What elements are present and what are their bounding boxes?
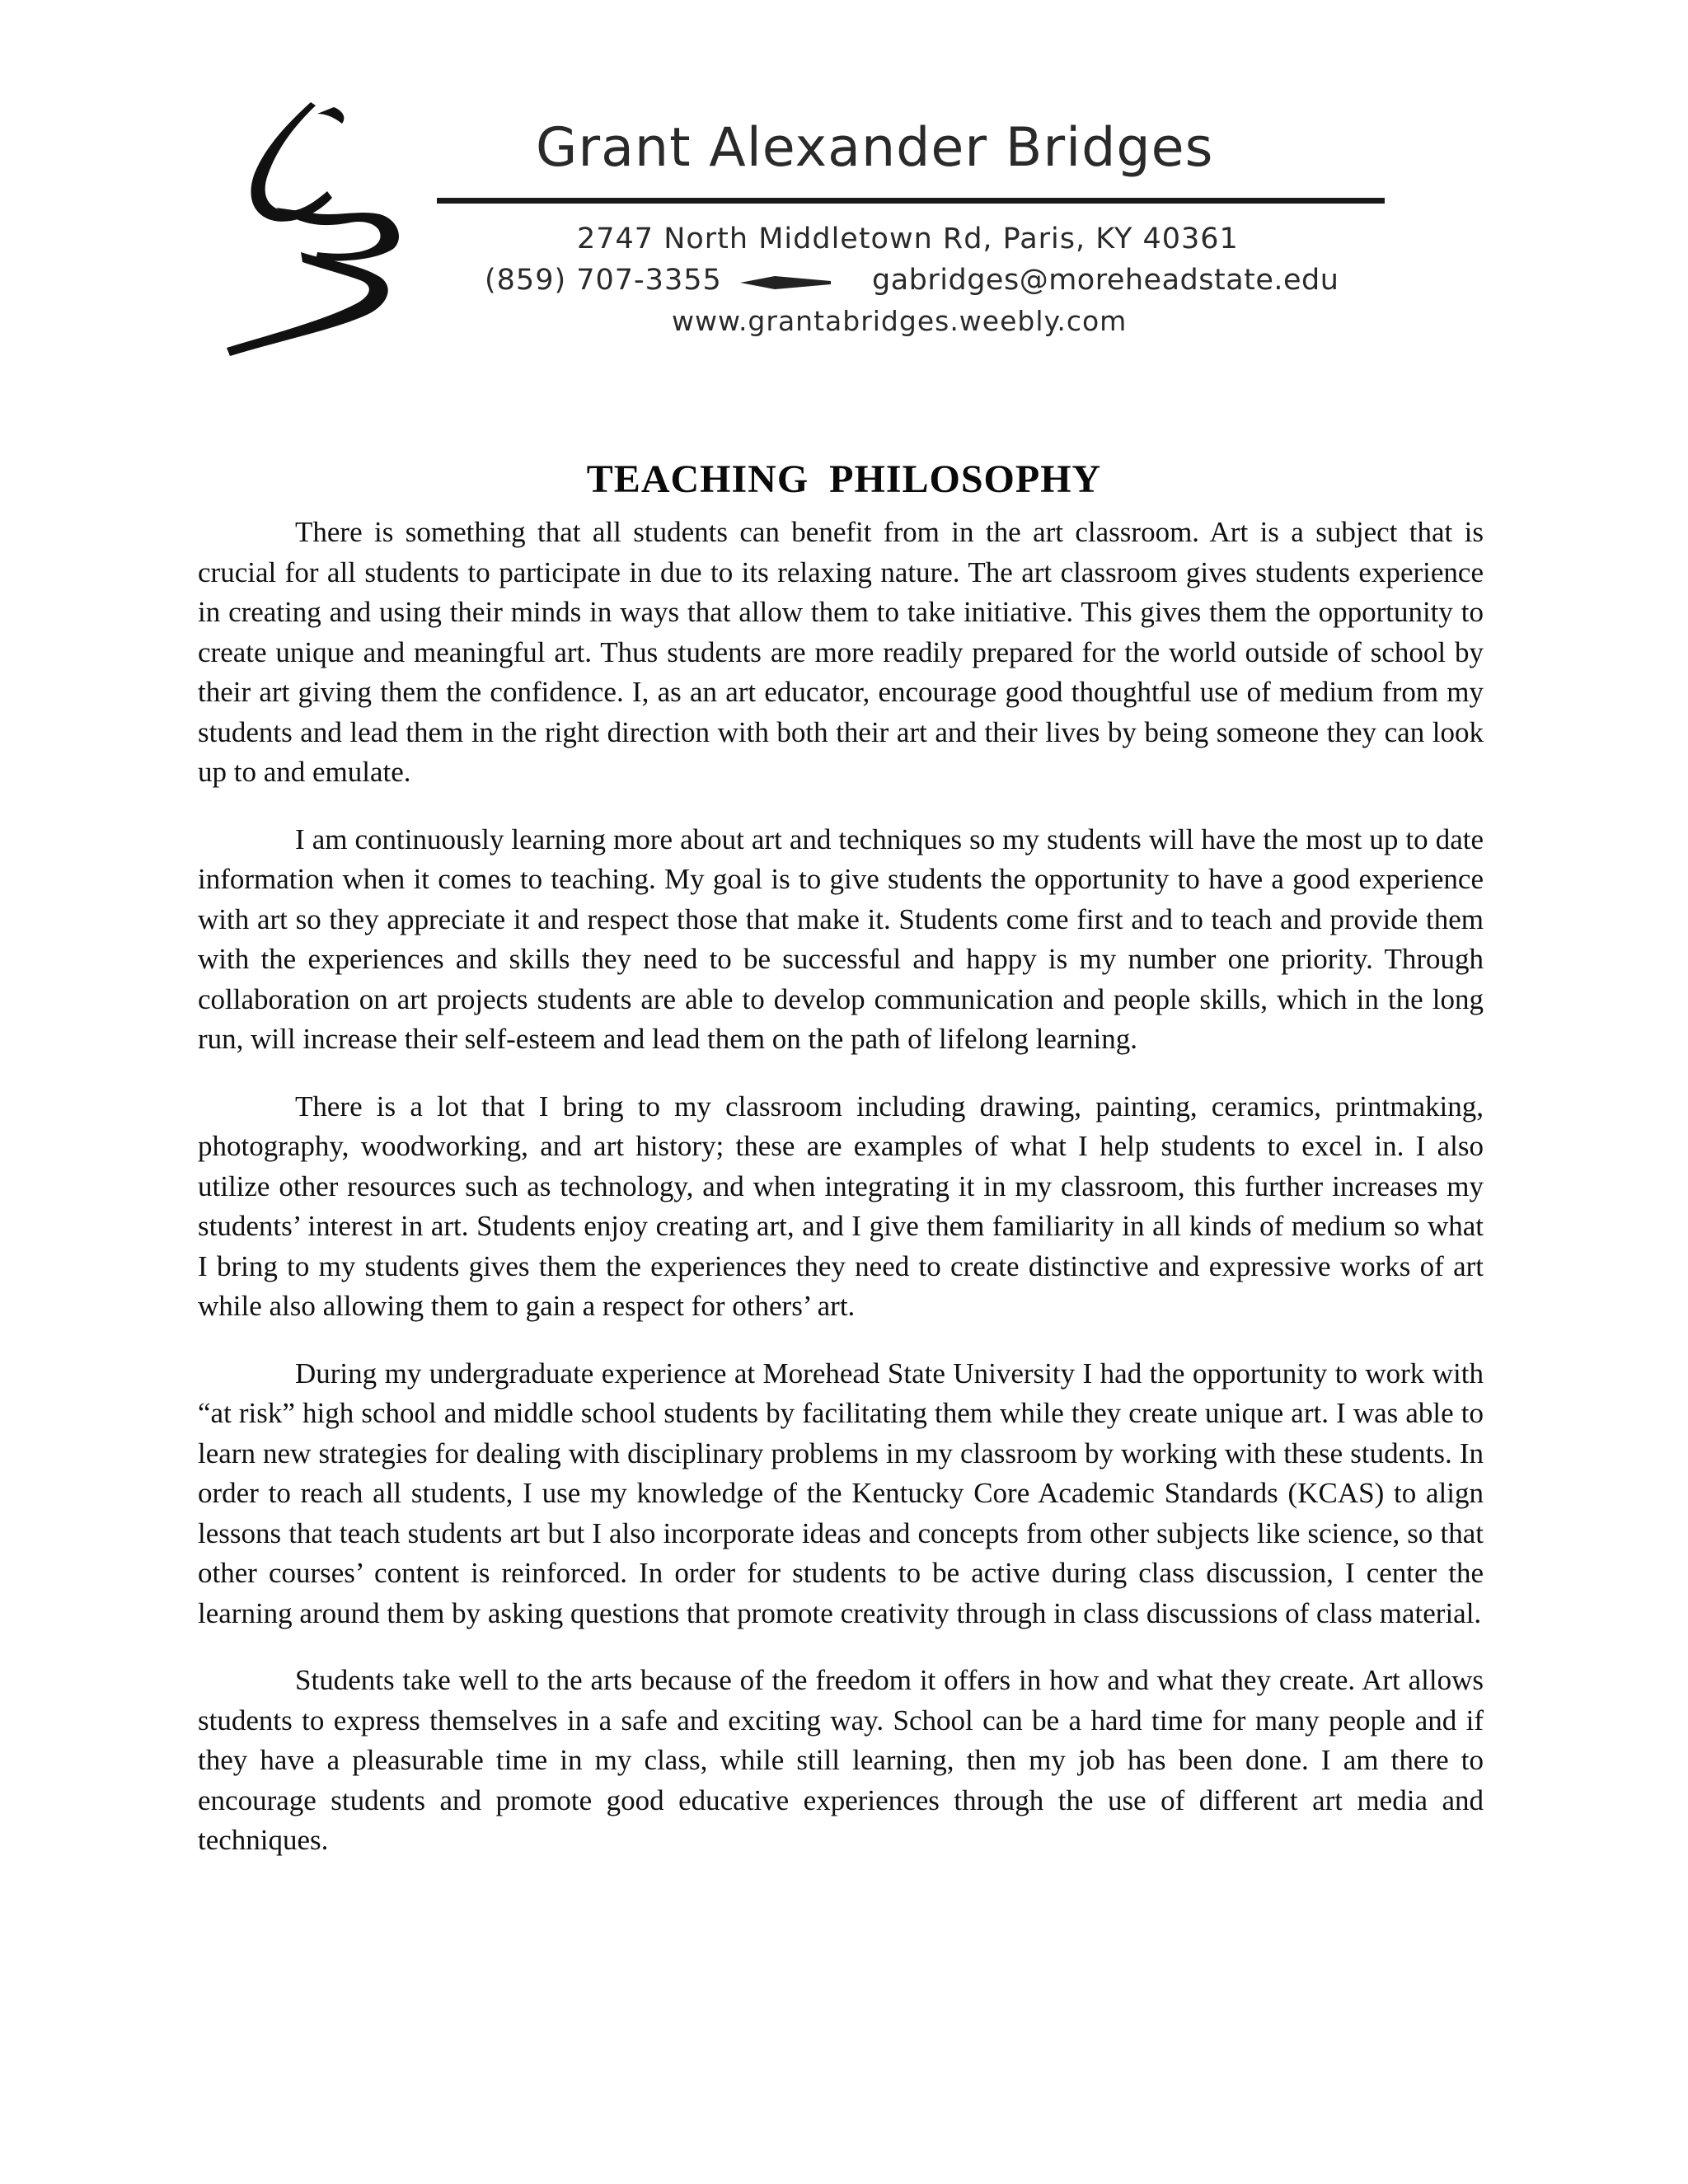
paragraph: I am continuously learning more about art and techniques so my students will have the most up to date information when it comes to teaching. My goal is to give students the opportunity to have a good experience with art so they appreciate it and respect those that make it. Students come first and to teach and provide them with the experiences and skills they need to be successful and happy is my number one priority. Through collaboration on art projects students are able to develop communication and people skills, which in the long run, will increase their self-esteem and lead them on the path of lifelong learning. bbox=[198, 823, 1484, 1055]
paragraph: Students take well to the arts because of the freedom it offers in how and what they create. Art allows students to express themselves in a safe and exciting way. School can be a hard time for many people and if they have a pleasurable time in my class, while still learning, then my job has been done. I am there to encourage students and promote good educative experiences through the use of different art media and techniques. bbox=[198, 1664, 1484, 1856]
document-body bbox=[198, 513, 1484, 1888]
letterhead-divider bbox=[437, 198, 1385, 204]
monogram-logo bbox=[218, 99, 408, 363]
letterhead bbox=[0, 0, 1688, 396]
sender-website: www.grantabridges.weebly.com bbox=[672, 305, 1128, 337]
sender-phone: (859) 707-3355 bbox=[485, 264, 722, 297]
sender-address: 2747 North Middletown Rd, Paris, KY 40361 bbox=[577, 223, 1239, 255]
sender-email: gabridges@moreheadstate.edu bbox=[872, 264, 1339, 297]
arrow-divider-icon bbox=[740, 274, 831, 292]
document-title: TEACHING PHILOSOPHY bbox=[586, 457, 1102, 502]
paragraph: During my undergraduate experience at Morehead State University I had the opportunity to work with “at risk” high school and middle school students by facilitating them while they create unique art. I was able to learn new strategies for dealing with disciplinary problems in my classroom by working with these students. In order to reach all students, I use my knowledge of the Kentucky Core Academic Standards (KCAS) to align lessons that teach students art but I also incorporate ideas and concepts from other subjects like science, so that other courses’ content is reinforced. In order for students to be active during class discussion, I center the learning around them by asking questions that promote creativity through in class discussions of class material. bbox=[198, 1357, 1484, 1629]
sender-name: Grant Alexander Bridges bbox=[536, 117, 1214, 179]
paragraph: There is a lot that I bring to my classroom including drawing, painting, ceramics, printmaking, photography, woodworking, and art history; these are examples of what I help students to excel in. I also utilize other resources such as technology, and when integrating it in my classroom, this further increases my students’ interest in art. Students enjoy creating art, and I give them familiarity in all kinds of medium so what I bring to my students gives them the experiences they need to create distinctive and expressive works of art while also allowing them to gain a respect for others’ art. bbox=[198, 1090, 1484, 1322]
paragraph: There is something that all students can benefit from in the art classroom. Art is a subject that is crucial for all students to participate in due to its relaxing nature. The art classroom gives students experience in creating and using their minds in ways that allow them to take initiative. This gives them the opportunity to create unique and meaningful art. Thus students are more readily prepared for the world outside of school by their art giving them the confidence. I, as an art educator, encourage good thoughtful use of medium from my students and lead them in the right direction with both their art and their lives by being someone they can look up to and emulate. bbox=[198, 516, 1484, 788]
